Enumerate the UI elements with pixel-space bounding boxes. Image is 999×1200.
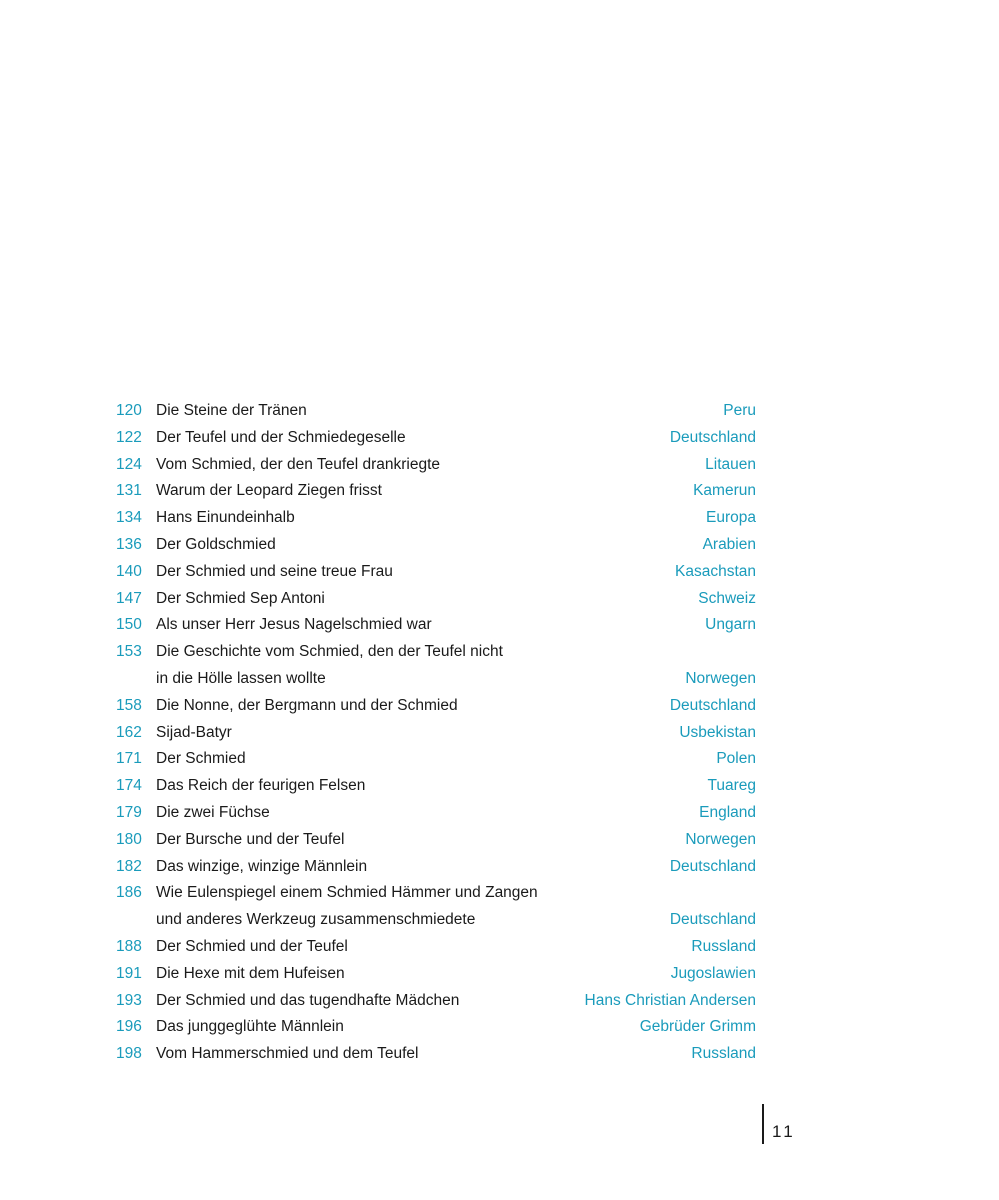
toc-origin: Deutschland bbox=[669, 428, 756, 446]
toc-origin: Russland bbox=[691, 937, 756, 955]
toc-title: Die zwei Füchse bbox=[156, 803, 270, 821]
toc-title: Das Reich der feurigen Felsen bbox=[156, 777, 366, 795]
toc-page-number: 180 bbox=[116, 830, 142, 848]
toc-page-number: 131 bbox=[116, 482, 142, 500]
toc-row bbox=[116, 720, 756, 747]
toc-origin: Arabien bbox=[702, 535, 756, 553]
toc-title: Der Schmied und seine treue Frau bbox=[156, 562, 393, 580]
toc-origin: England bbox=[699, 803, 756, 821]
toc-origin: Deutschland bbox=[669, 857, 756, 875]
toc-page-number: 171 bbox=[116, 750, 142, 768]
page-number: 11 bbox=[772, 1122, 796, 1141]
toc-origin: Hans Christian Andersen bbox=[584, 991, 756, 1009]
toc-origin: Kasachstan bbox=[675, 562, 756, 580]
toc-page-number: 136 bbox=[116, 535, 142, 553]
toc-row bbox=[116, 666, 756, 693]
toc-row bbox=[116, 559, 756, 586]
toc-row bbox=[116, 827, 756, 854]
toc-row bbox=[116, 854, 756, 881]
toc-row bbox=[116, 1041, 756, 1068]
toc-title: Die Geschichte vom Schmied, den der Teufel nicht bbox=[156, 643, 503, 661]
toc-page-number: 162 bbox=[116, 723, 142, 741]
toc-page-number: 158 bbox=[116, 696, 142, 714]
toc-title: in die Hölle lassen wollte bbox=[156, 669, 326, 687]
toc-row bbox=[116, 746, 756, 773]
toc-origin: Kamerun bbox=[693, 482, 756, 500]
toc-page-number: 198 bbox=[116, 1045, 142, 1063]
toc-page-number: 150 bbox=[116, 616, 142, 634]
toc-title: Vom Hammerschmied und dem Teufel bbox=[156, 1045, 419, 1063]
toc-title: Der Teufel und der Schmiedegeselle bbox=[156, 428, 406, 446]
toc-origin: Usbekistan bbox=[679, 723, 756, 741]
toc-origin: Gebrüder Grimm bbox=[639, 1018, 756, 1036]
toc-row bbox=[116, 612, 756, 639]
toc-origin: Tuareg bbox=[707, 777, 756, 795]
toc-title: Das junggeglühte Männlein bbox=[156, 1018, 344, 1036]
toc-title: Warum der Leopard Ziegen frisst bbox=[156, 482, 382, 500]
toc-row bbox=[116, 398, 756, 425]
toc-origin: Schweiz bbox=[698, 589, 756, 607]
toc-origin: Deutschland bbox=[669, 696, 756, 714]
toc-title: Die Nonne, der Bergmann und der Schmied bbox=[156, 696, 458, 714]
toc-page-number: 122 bbox=[116, 428, 142, 446]
toc-row bbox=[116, 425, 756, 452]
toc-title: Der Schmied bbox=[156, 750, 246, 768]
toc-title: Vom Schmied, der den Teufel drankriegte bbox=[156, 455, 441, 473]
toc-page-number: 124 bbox=[116, 455, 142, 473]
toc-page-number: 153 bbox=[116, 643, 142, 661]
toc-row bbox=[116, 693, 756, 720]
toc-row bbox=[116, 800, 756, 827]
toc-title: Wie Eulenspiegel einem Schmied Hämmer und Zangen bbox=[156, 884, 538, 902]
toc-page-number: 193 bbox=[116, 991, 142, 1009]
toc-row bbox=[116, 773, 756, 800]
toc-page-number: 134 bbox=[116, 509, 142, 527]
table-of-contents bbox=[116, 398, 756, 1068]
toc-title: Sijad-Batyr bbox=[156, 723, 232, 741]
toc-title: Der Bursche und der Teufel bbox=[156, 830, 345, 848]
toc-page-number: 191 bbox=[116, 964, 142, 982]
toc-row bbox=[116, 988, 756, 1015]
toc-page-number: 182 bbox=[116, 857, 142, 875]
toc-title: Der Goldschmied bbox=[156, 535, 276, 553]
toc-row bbox=[116, 961, 756, 988]
toc-title: Der Schmied und das tugendhafte Mädchen bbox=[156, 991, 460, 1009]
toc-page-number: 196 bbox=[116, 1018, 142, 1036]
toc-origin: Ungarn bbox=[705, 616, 756, 634]
toc-row bbox=[116, 505, 756, 532]
toc-row bbox=[116, 478, 756, 505]
toc-row bbox=[116, 1014, 756, 1041]
toc-title: Hans Einundeinhalb bbox=[156, 509, 295, 527]
toc-page-number: 140 bbox=[116, 562, 142, 580]
toc-row bbox=[116, 639, 756, 666]
toc-page-number: 186 bbox=[116, 884, 142, 902]
toc-row bbox=[116, 452, 756, 479]
toc-row bbox=[116, 586, 756, 613]
toc-origin: Jugoslawien bbox=[670, 964, 756, 982]
toc-origin: Norwegen bbox=[685, 669, 756, 687]
toc-title: Als unser Herr Jesus Nagelschmied war bbox=[156, 616, 432, 634]
toc-title: Der Schmied und der Teufel bbox=[156, 937, 348, 955]
toc-title: Das winzige, winzige Männlein bbox=[156, 857, 368, 875]
toc-origin: Peru bbox=[723, 402, 756, 419]
toc-origin: Litauen bbox=[705, 455, 756, 473]
toc-title: Die Hexe mit dem Hufeisen bbox=[156, 964, 345, 982]
toc-page-number: 174 bbox=[116, 777, 142, 795]
toc-row bbox=[116, 532, 756, 559]
toc-row bbox=[116, 907, 756, 934]
toc-title: und anderes Werkzeug zusammenschmiedete bbox=[156, 911, 476, 929]
toc-page-number: 147 bbox=[116, 589, 142, 607]
toc-row bbox=[116, 934, 756, 961]
toc-page-number: 179 bbox=[116, 803, 142, 821]
toc-row bbox=[116, 880, 756, 907]
toc-title: Der Schmied Sep Antoni bbox=[156, 589, 325, 607]
toc-title: Die Steine der Tränen bbox=[156, 402, 307, 419]
folio-rule bbox=[762, 1104, 764, 1144]
toc-page-number: 188 bbox=[116, 937, 142, 955]
toc-page-number: 120 bbox=[116, 402, 142, 419]
toc-origin: Norwegen bbox=[685, 830, 756, 848]
toc-origin: Polen bbox=[716, 750, 756, 768]
toc-origin: Russland bbox=[691, 1045, 756, 1063]
toc-origin: Europa bbox=[706, 509, 756, 527]
toc-origin: Deutschland bbox=[669, 911, 756, 929]
